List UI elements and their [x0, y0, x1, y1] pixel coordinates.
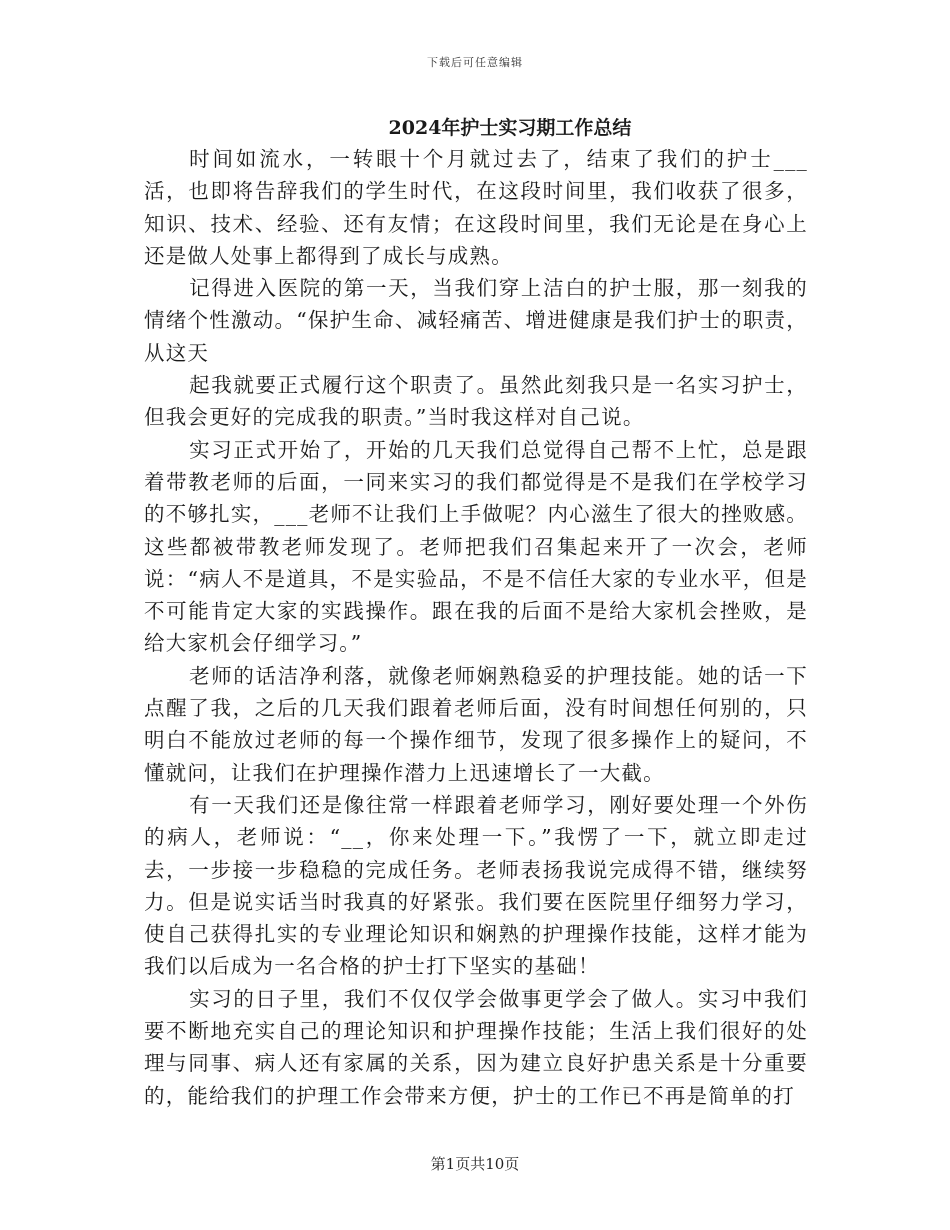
paragraph: 实习的日子里，我们不仅仅学会做事更学会了做人。实习中我们要不断地充实自己的理论知识和护理操作技能；生活上我们很好的处理与同事、病人还有家属的关系，因为建立良好护患关系是十分重要的，能给我们的护理工作会带来方便，护士的工作已不再是简单的打 [144, 986, 808, 1108]
page-number-footer: 第1页共10页 [430, 1155, 520, 1173]
paragraph: 实习正式开始了，开始的几天我们总觉得自己帮不上忙，总是跟着带教老师的后面，一同来实习的我们都觉得是不是我们在学校学习的不够扎实，___老师不让我们上手做呢？内心滋生了很大的挫败感。这些都被带教老师发现了。老师把我们召集起来开了一次会，老师说：“病人不是道具，不是实验品，不是不信任大家的专业水平，但是不可能肯定大家的实践操作。跟在我的后面不是给大家机会挫败，是给大家机会仔细学习。” [144, 437, 808, 656]
paragraph: 有一天我们还是像往常一样跟着老师学习，刚好要处理一个外伤的病人，老师说：“__，你来处理一下。”我愣了一下，就立即走过去，一步接一步稳稳的完成任务。老师表扬我说完成得不错，继续努力。但是说实话当时我真的好紧张。我们要在医院里仔细努力学习，使自己获得扎实的专业理论知识和娴熟的护理操作技能，这样才能为我们以后成为一名合格的护士打下坚实的基础！ [144, 792, 808, 979]
header-note: 下载后可任意编辑 [427, 56, 523, 69]
paragraph: 老师的话洁净利落，就像老师娴熟稳妥的护理技能。她的话一下点醒了我，之后的几天我们跟着老师后面，没有时间想任何别的，只明白不能放过老师的每一个操作细节，发现了很多操作上的疑问，不懂就问，让我们在护理操作潜力上迅速增长了一大截。 [144, 663, 808, 785]
document-title: 2024年护士实习期工作总结 [388, 117, 632, 139]
paragraph: 起我就要正式履行这个职责了。虽然此刻我只是一名实习护士，但我会更好的完成我的职责。”当时我这样对自己说。 [144, 373, 808, 430]
document-body [144, 143, 808, 1112]
paragraph: 记得进入医院的第一天，当我们穿上洁白的护士服，那一刻我的情绪个性激动。“保护生命、减轻痛苦、增进健康是我们护士的职责，从这天 [144, 276, 808, 365]
paragraph: 时间如流水，一转眼十个月就过去了，结束了我们的护士___活，也即将告辞我们的学生时代，在这段时间里，我们收获了很多，知识、技术、经验、还有友情；在这段时间里，我们无论是在身心上还是做人处事上都得到了成长与成熟。 [144, 147, 808, 268]
